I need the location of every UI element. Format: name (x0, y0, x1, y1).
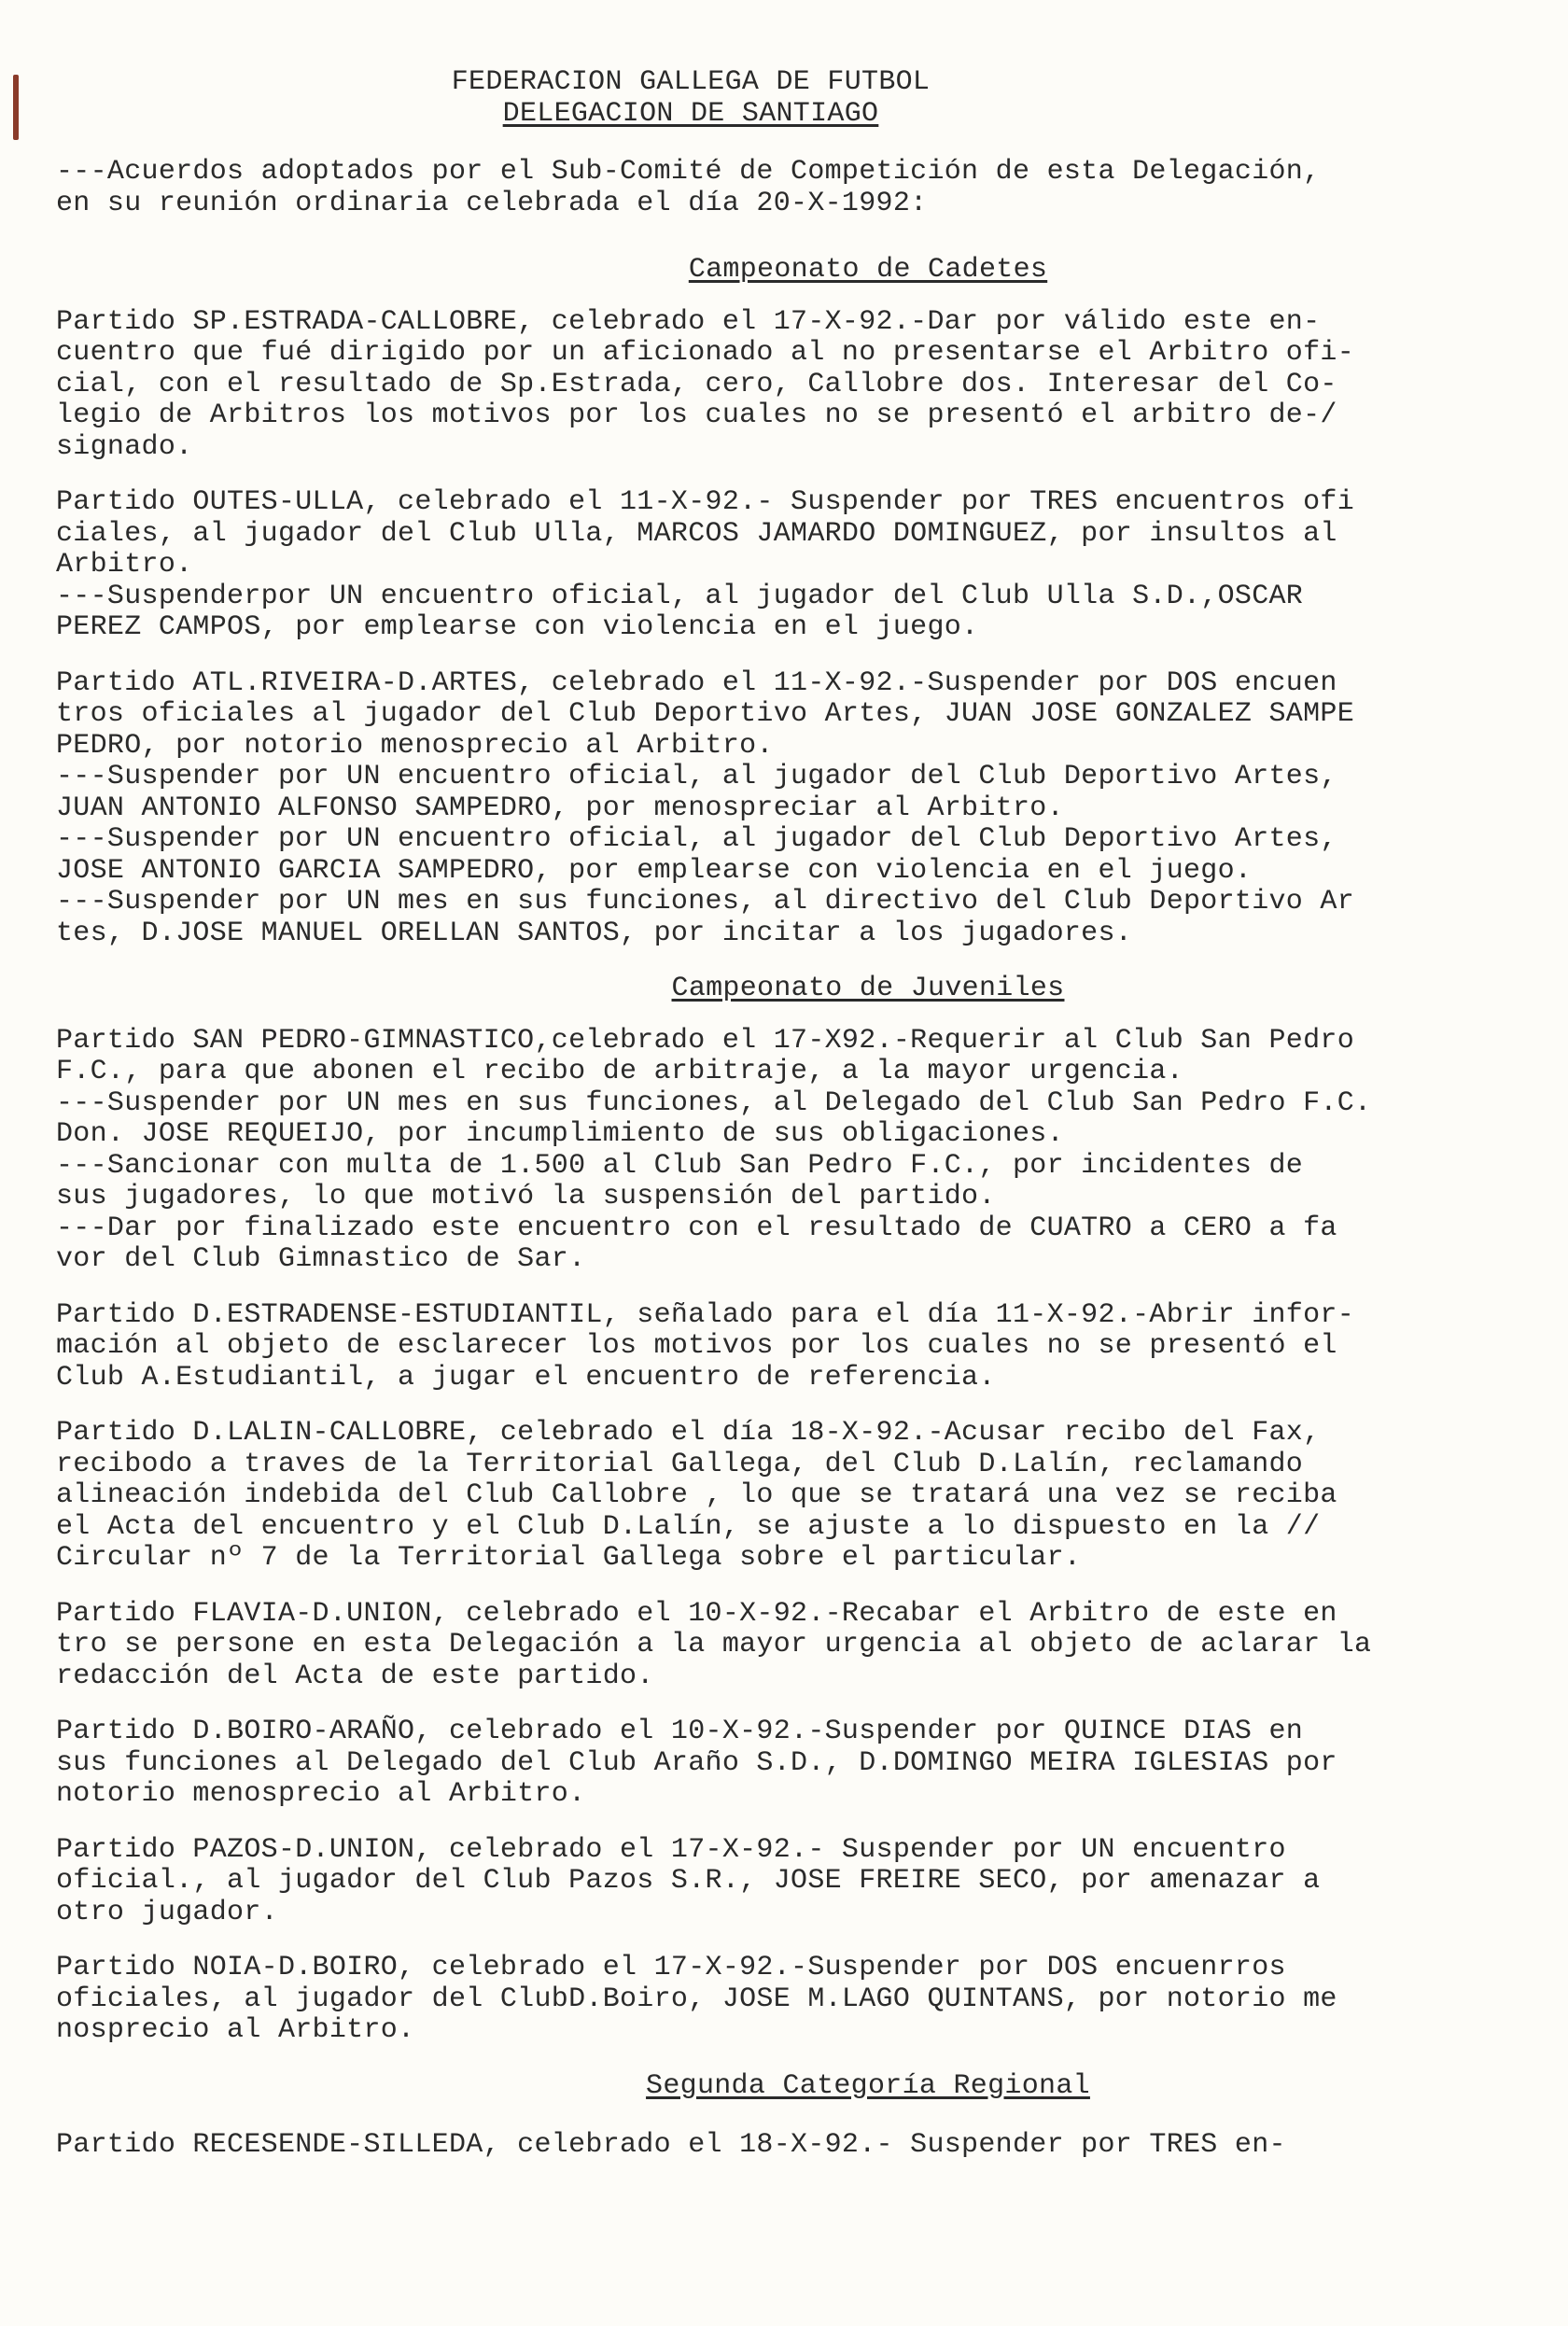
text-line: Don. JOSE REQUEIJO, por incumplimiento de sus obligaciones. (56, 1118, 1064, 1150)
text-line: ---Suspender por UN encuentro oficial, al jugador del Club Deportivo Artes, (56, 761, 1337, 792)
text-line: cial, con el resultado de Sp.Estrada, cero, Callobre dos. Interesar del Co- (56, 368, 1337, 400)
text-line: Club A.Estudiantil, a jugar el encuentro de referencia. (56, 1361, 996, 1394)
text-line: ---Suspender por UN encuentro oficial, al jugador del Club Deportivo Artes, (56, 823, 1337, 855)
text-line: Partido D.LALIN-CALLOBRE, celebrado el día 18-X-92.-Acusar recibo del Fax, (56, 1417, 1321, 1449)
text-line: ---Dar por finalizado este encuentro con el resultado de CUATRO a CERO a fa (56, 1212, 1337, 1244)
delegation-title: DELEGACION DE SANTIAGO (502, 97, 879, 130)
document-body (56, 157, 1512, 2186)
text-line: Partido PAZOS-D.UNION, celebrado el 17-X-92.- Suspender por UN encuentro (56, 1833, 1286, 1866)
paragraph (56, 1026, 1512, 1276)
text-line: Circular nº 7 de la Territorial Gallega sobre el particular. (56, 1542, 1082, 1574)
text-line: F.C., para que abonen el recibo de arbitraje, a la mayor urgencia. (56, 1056, 1183, 1087)
text-line: sus jugadores, lo que motivó la suspensión del partido. (56, 1181, 996, 1212)
text-line: JOSE ANTONIO GARCIA SAMPEDRO, por emplearse con violencia en el juego. (56, 854, 1253, 887)
text-line: Partido D.ESTRADENSE-ESTUDIANTIL, señalado para el día 11-X-92.-Abrir infor- (56, 1298, 1355, 1331)
intro-line: en su reunión ordinaria celebrada el día 20-X-1992: (56, 187, 928, 219)
text-line: ---Suspender por UN mes en sus funciones, al Delegado del Club San Pedro F.C. (56, 1086, 1372, 1119)
text-line: Partido ATL.RIVEIRA-D.ARTES, celebrado el 11-X-92.-Suspender por DOS encuen (56, 666, 1337, 699)
text-line: Partido SP.ESTRADA-CALLOBRE, celebrado el 17-X-92.-Dar por válido este en- (56, 305, 1321, 338)
paragraph (56, 487, 1512, 644)
text-line: tro se persone en esta Delegación a la mayor urgencia al objeto de aclarar la (56, 1629, 1372, 1660)
text-line: el Acta del encuentro y el Club D.Lalín, se ajuste a lo dispuesto en la // (56, 1510, 1321, 1543)
paragraph (56, 1599, 1512, 1693)
text-line: tros oficiales al jugador del Club Deportivo Artes, JUAN JOSE GONZALEZ SAMPE (56, 698, 1355, 730)
text-line: oficiales, al jugador del ClubD.Boiro, JOSE M.LAGO QUINTANS, por notorio me (56, 1983, 1337, 2015)
org-title: FEDERACION GALLEGA DE FUTBOL (451, 66, 931, 98)
text-line: nosprecio al Arbitro. (56, 2014, 415, 2046)
text-line: Partido RECESENDE-SILLEDA, celebrado el 18-X-92.- Suspender por TRES en- (56, 2129, 1286, 2161)
paragraph (56, 1300, 1512, 1394)
intro-line: ---Acuerdos adoptados por el Sub-Comité de Competición de esta Delegación, (56, 156, 1321, 188)
text-line: PEDRO, por notorio menosprecio al Arbitro. (56, 729, 774, 762)
text-line: vor del Club Gimnastico de Sar. (56, 1243, 586, 1275)
text-line: legio de Arbitros los motivos por los cuales no se presentó el arbitro de-/ (56, 399, 1337, 431)
section-title-cadetes: Campeonato de Cadetes (688, 254, 1048, 286)
text-line: otro jugador. (56, 1896, 278, 1928)
text-line: Partido FLAVIA-D.UNION, celebrado el 10-X-92.-Recabar el Arbitro de este en (56, 1597, 1337, 1630)
paragraph (56, 1953, 1512, 2047)
text-line: ---Suspender por UN mes en sus funciones, al directivo del Club Deportivo Ar (56, 886, 1355, 918)
text-line: signado. (56, 430, 193, 463)
text-line: PEREZ CAMPOS, por emplearse con violencia en el juego. (56, 611, 979, 643)
text-line: ---Sancionar con multa de 1.500 al Club San Pedro F.C., por incidentes de (56, 1149, 1304, 1182)
text-line: ciales, al jugador del Club Ulla, MARCOS JAMARDO DOMINGUEZ, por insultos al (56, 517, 1337, 550)
text-line: oficial., al jugador del Club Pazos S.R., JOSE FREIRE SECO, por amenazar a (56, 1865, 1321, 1897)
text-line: notorio menosprecio al Arbitro. (56, 1778, 586, 1810)
text-line: alineación indebida del Club Callobre , lo que se tratará una vez se reciba (56, 1479, 1337, 1511)
paragraph (56, 1418, 1512, 1575)
paragraph (56, 2130, 1512, 2162)
paragraph (56, 1716, 1512, 1811)
text-line: tes, D.JOSE MANUEL ORELLAN SANTOS, por incitar a los jugadores. (56, 917, 1133, 949)
text-line: JUAN ANTONIO ALFONSO SAMPEDRO, por menospreciar al Arbitro. (56, 792, 1064, 824)
text-line: Partido NOIA-D.BOIRO, celebrado el 17-X-92.-Suspender por DOS encuenrros (56, 1952, 1286, 1983)
text-line: Partido OUTES-ULLA, celebrado el 11-X-92.- Suspender por TRES encuentros ofi (56, 486, 1355, 518)
section-title-segunda-regional: Segunda Categoría Regional (646, 2069, 1090, 2102)
text-line: Partido D.BOIRO-ARAÑO, celebrado el 10-X-92.-Suspender por QUINCE DIAS en (56, 1716, 1304, 1747)
text-line: Partido SAN PEDRO-GIMNASTICO,celebrado el 17-X92.-Requerir al Club San Pedro (56, 1024, 1355, 1057)
document-header (0, 67, 1381, 130)
text-line: mación al objeto de esclarecer los motivos por los cuales no se presentó el (56, 1330, 1337, 1362)
paragraph (56, 668, 1512, 950)
intro-paragraph (56, 157, 1512, 219)
text-line: Arbitro. (56, 549, 193, 581)
paragraph (56, 1835, 1512, 1929)
paragraph (56, 307, 1512, 464)
text-line: redacción del Acta de este partido. (56, 1660, 654, 1692)
text-line: recibodo a traves de la Territorial Gallega, del Club D.Lalín, reclamando (56, 1448, 1304, 1480)
text-line: sus funciones al Delegado del Club Araño S.D., D.DOMINGO MEIRA IGLESIAS por (56, 1746, 1337, 1779)
text-line: cuentro que fué dirigido por un aficionado al no presentarse el Arbitro ofi- (56, 337, 1355, 369)
section-title-juveniles: Campeonato de Juveniles (671, 973, 1065, 1004)
text-line: ---Suspenderpor UN encuentro oficial, al jugador del Club Ulla S.D.,OSCAR (56, 580, 1304, 612)
